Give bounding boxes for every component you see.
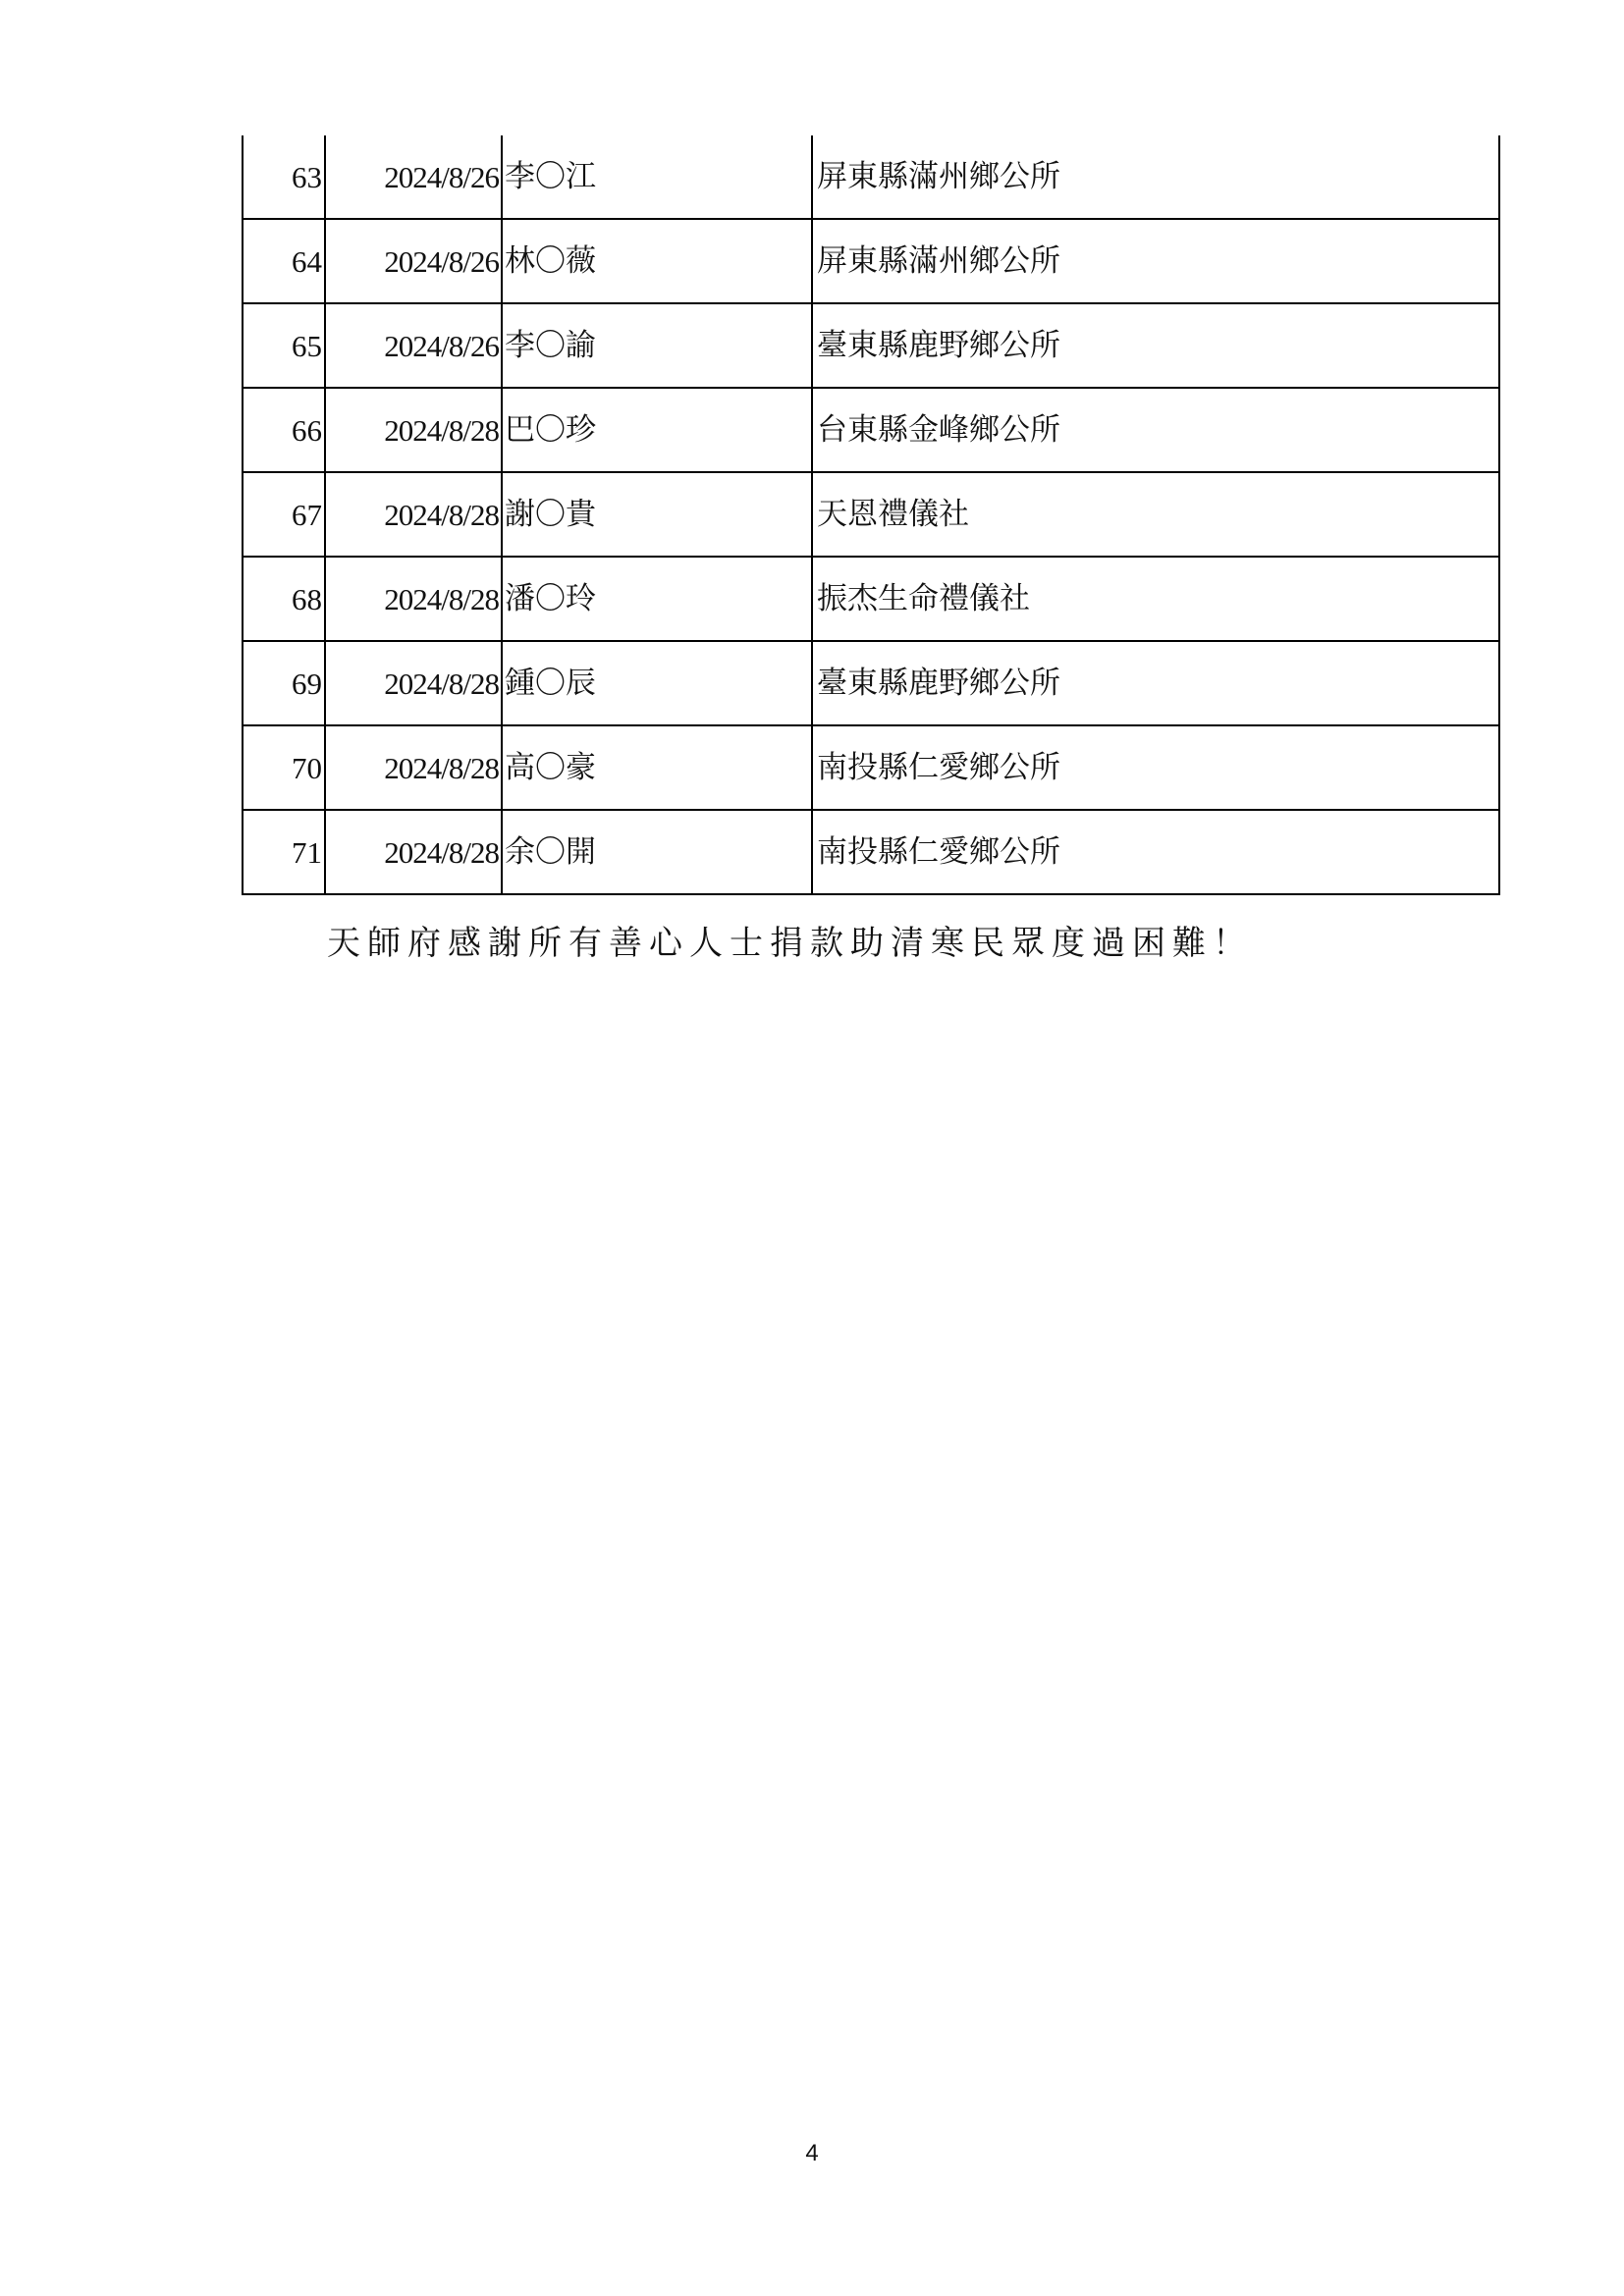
donor-organization: 臺東縣鹿野鄉公所: [812, 303, 1499, 388]
donation-date: 2024/8/28: [325, 641, 502, 725]
donor-organization: 屏東縣滿州鄉公所: [812, 219, 1499, 303]
thanks-message: 天師府感謝所有善心人士捐款助清寒民眾度過困難！: [327, 924, 1253, 963]
donor-organization: 臺東縣鹿野鄉公所: [812, 641, 1499, 725]
table-row: [243, 641, 1499, 725]
donor-name: 巴〇珍: [502, 388, 812, 472]
donor-name: 潘〇玲: [502, 557, 812, 641]
donor-organization: 南投縣仁愛鄉公所: [812, 725, 1499, 810]
donation-table: [242, 135, 1500, 895]
donation-date: 2024/8/28: [325, 810, 502, 894]
donation-date: 2024/8/28: [325, 388, 502, 472]
table-row: [243, 219, 1499, 303]
donor-name: 林〇薇: [502, 219, 812, 303]
table-row: [243, 472, 1499, 557]
donor-name: 李〇江: [502, 135, 812, 219]
donor-organization: 屏東縣滿州鄉公所: [812, 135, 1499, 219]
table-row: [243, 725, 1499, 810]
donor-organization: 南投縣仁愛鄉公所: [812, 810, 1499, 894]
donor-organization: 振杰生命禮儀社: [812, 557, 1499, 641]
donation-date: 2024/8/28: [325, 725, 502, 810]
table-row: [243, 135, 1499, 219]
donor-organization: 天恩禮儀社: [812, 472, 1499, 557]
donation-table-body: [243, 135, 1499, 894]
row-number: 70: [243, 725, 325, 810]
row-number: 64: [243, 219, 325, 303]
table-row: [243, 388, 1499, 472]
row-number: 66: [243, 388, 325, 472]
donation-date: 2024/8/26: [325, 135, 502, 219]
row-number: 71: [243, 810, 325, 894]
donor-name: 高〇豪: [502, 725, 812, 810]
row-number: 67: [243, 472, 325, 557]
donation-date: 2024/8/26: [325, 219, 502, 303]
donation-date: 2024/8/26: [325, 303, 502, 388]
donor-name: 余〇開: [502, 810, 812, 894]
row-number: 65: [243, 303, 325, 388]
row-number: 63: [243, 135, 325, 219]
row-number: 69: [243, 641, 325, 725]
donor-name: 李〇諭: [502, 303, 812, 388]
donation-date: 2024/8/28: [325, 557, 502, 641]
table-row: [243, 557, 1499, 641]
page-number: 4: [805, 2140, 819, 2166]
donor-name: 謝〇貴: [502, 472, 812, 557]
donor-organization: 台東縣金峰鄉公所: [812, 388, 1499, 472]
donation-date: 2024/8/28: [325, 472, 502, 557]
row-number: 68: [243, 557, 325, 641]
table-row: [243, 810, 1499, 894]
donor-name: 鍾〇辰: [502, 641, 812, 725]
table-row: [243, 303, 1499, 388]
